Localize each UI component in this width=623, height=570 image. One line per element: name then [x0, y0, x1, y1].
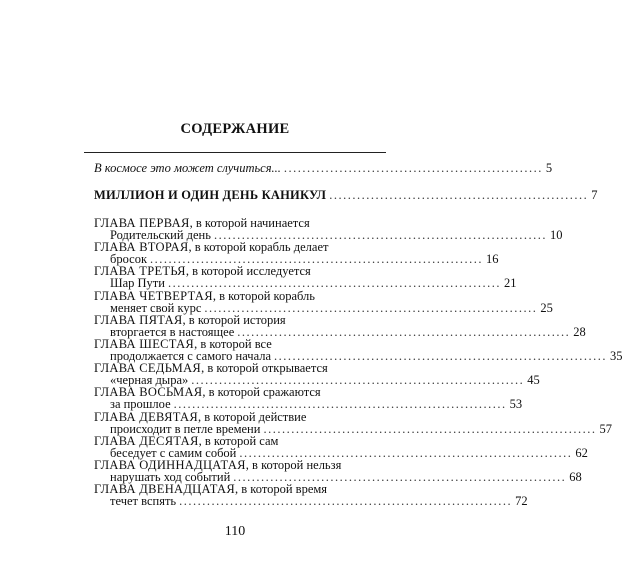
toc-entry-part [94, 187, 598, 203]
chapter-title: ГЛАВА ПЯТАЯ [94, 312, 183, 327]
chapter-subtitle-start: , в которой время [235, 482, 328, 497]
chapter-subtitle-start: , в которой действие [198, 409, 307, 424]
chapter-title: ГЛАВА ДЕСЯТАЯ [94, 433, 199, 448]
chapter-subtitle-start: , в которой сражаются [202, 385, 321, 400]
leader-dots: ........................................................ [283, 161, 543, 175]
divider [84, 152, 386, 153]
toc-page-number: 53 [509, 397, 523, 412]
chapter-subtitle-end: продолжается с самого начала [110, 349, 272, 363]
toc-page-number: 62 [575, 445, 588, 460]
leader-dots: ........................................................................ [274, 349, 608, 363]
chapter-subtitle-end: вторгается в настоящее [110, 324, 235, 339]
toc-entry-prologue [94, 160, 553, 176]
page-number: 110 [224, 524, 246, 539]
chapter-title: ГЛАВА ПЕРВАЯ [94, 216, 190, 230]
leader-dots: ........................................................................ [239, 445, 573, 460]
chapter-subtitle-start: , в которой история [182, 312, 286, 327]
toc-page-number: 72 [515, 494, 528, 509]
chapter-subtitle-start: , в которой сам [198, 433, 279, 448]
chapter-subtitle-end: нарушать ход событий [110, 470, 231, 484]
toc-entry-text: МИЛЛИОН И ОДИН ДЕНЬ КАНИКУЛ [94, 188, 327, 202]
chapter-title: ГЛАВА ОДИННАДЦАТАЯ [94, 458, 246, 472]
leader-dots: ........................................................ [329, 188, 589, 202]
chapter-subtitle-start: , в которой нельзя [245, 458, 342, 472]
chapter-title: ГЛАВА ШЕСТАЯ [94, 337, 195, 351]
chapter-title: ГЛАВА ТРЕТЬЯ [94, 264, 186, 279]
leader-dots: ........................................................................ [204, 300, 538, 315]
chapter-subtitle-end: беседует с самим собой [110, 445, 237, 460]
leader-dots: ........................................................................ [237, 324, 571, 339]
chapter-subtitle-end: Родительский день [110, 228, 211, 242]
toc-page-number: 21 [503, 276, 517, 291]
toc-page-number: 7 [591, 188, 598, 202]
chapter-title: ГЛАВА СЕДЬМАЯ [94, 361, 202, 376]
chapter-subtitle-start: , в которой исследуется [185, 264, 311, 279]
toc-page-number: 68 [569, 470, 582, 484]
chapter-subtitle-end: происходит в петле времени [110, 421, 261, 436]
chapter-subtitle-start: , в которой корабль [212, 288, 315, 303]
chapter-subtitle-start: , в которой открывается [201, 361, 328, 376]
leader-dots: ........................................................................ [150, 252, 484, 267]
chapter-subtitle-end: бросок [110, 252, 148, 267]
toc-page-number: 25 [540, 300, 553, 315]
chapter-title: ГЛАВА ДВЕНАДЦАТАЯ [94, 482, 236, 497]
chapter-title: ГЛАВА ВОСЬМАЯ [94, 385, 203, 400]
chapter-subtitle-start: , в которой корабль делает [188, 240, 329, 255]
chapter-subtitle-start: , в которой начинается [189, 216, 310, 230]
leader-dots: ........................................................................ [213, 228, 547, 242]
leader-dots: ........................................................................ [191, 373, 525, 388]
chapter-subtitle-end: меняет свой курс [110, 300, 202, 315]
chapter-subtitle-end: Шар Пути [110, 276, 165, 291]
chapter-title: ГЛАВА ВТОРАЯ [94, 240, 189, 255]
toc-page-number: 5 [545, 161, 553, 175]
toc-entry-chapter [110, 493, 528, 509]
chapter-title: ГЛАВА ДЕВЯТАЯ [94, 409, 198, 424]
leader-dots: ........................................................................ [167, 276, 501, 291]
chapter-subtitle-start: , в которой все [194, 337, 272, 351]
leader-dots: ........................................................................ [233, 470, 567, 484]
chapter-subtitle-end: «черная дыра» [110, 373, 189, 388]
leader-dots: ........................................................................ [173, 397, 507, 412]
toc-page-number: 35 [610, 349, 623, 363]
chapter-subtitle-end: за прошлое [110, 397, 171, 412]
chapter-subtitle-end: течет вспять [110, 494, 177, 509]
toc-page-number: 28 [573, 324, 586, 339]
toc-page-number: 16 [486, 252, 499, 267]
toc-page-number: 10 [549, 228, 563, 242]
toc-entry-text: В космосе это может случиться... [94, 161, 281, 175]
chapter-title: ГЛАВА ЧЕТВЕРТАЯ [94, 288, 213, 303]
leader-dots: ........................................................................ [179, 494, 513, 509]
toc-page-number: 45 [527, 373, 540, 388]
page-title: СОДЕРЖАНИЕ [180, 121, 290, 137]
leader-dots: ........................................................................ [263, 421, 597, 436]
toc-page-number: 57 [599, 421, 612, 436]
